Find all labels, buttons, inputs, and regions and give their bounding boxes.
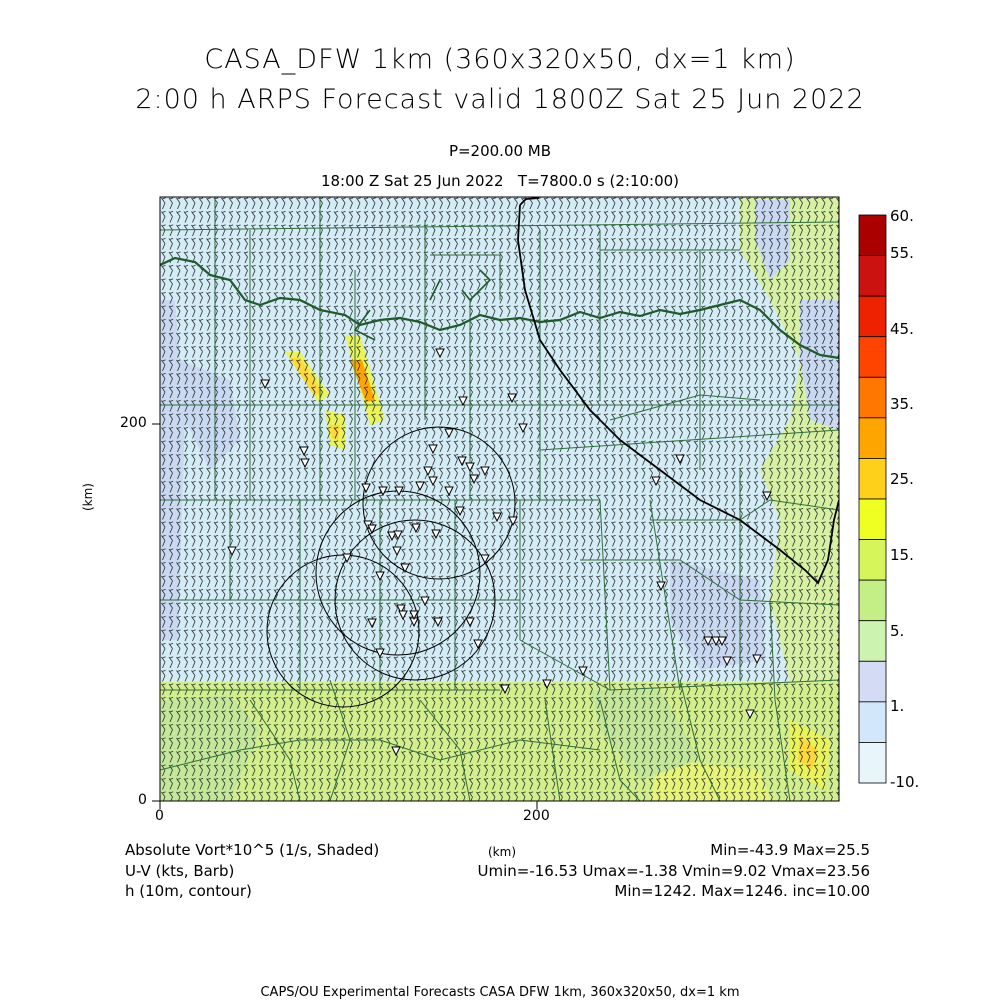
legend-wind-range: Umin=-16.53 Umax=-1.38 Vmin=9.02 Vmax=23.56 [477, 862, 870, 880]
colorbar-label: 15. [890, 546, 914, 564]
colorbar [859, 215, 886, 783]
x-tick-0: 0 [155, 808, 164, 824]
colorbar-swatch [859, 458, 886, 499]
colorbar-swatch [859, 418, 886, 459]
colorbar-swatch [859, 580, 886, 621]
legend-height-range: Min=1242. Max=1246. inc=10.00 [614, 882, 870, 900]
colorbar-swatch [859, 742, 886, 783]
colorbar-swatch [859, 661, 886, 702]
legend-vorticity: Absolute Vort*10^5 (1/s, Shaded) [125, 841, 380, 859]
colorbar-label: 5. [890, 622, 905, 640]
colorbar-swatch [859, 337, 886, 378]
time-line [0, 172, 1000, 190]
y-tick-200: 200 [120, 415, 147, 431]
colorbar-swatch [859, 256, 886, 297]
colorbar-swatch [859, 499, 886, 540]
colorbar-swatch [859, 540, 886, 581]
x-axis-label: (km) [488, 845, 517, 859]
colorbar-label: 55. [890, 244, 914, 262]
colorbar-label: 35. [890, 395, 914, 413]
legend-height: h (10m, contour) [125, 882, 252, 900]
title-line-1: CASA_DFW 1km (360x320x50, dx=1 km) [204, 44, 796, 75]
colorbar-swatch [859, 621, 886, 662]
model-time: T=7800.0 s (2:10:00) [517, 172, 680, 190]
pressure-level: P=200.00 MB [448, 142, 552, 160]
plot-area [160, 197, 839, 801]
legend-wind: U-V (kts, Barb) [125, 862, 235, 880]
x-tick-200: 200 [523, 808, 550, 824]
colorbar-swatch [859, 377, 886, 418]
valid-time: 18:00 Z Sat 25 Jun 2022 [320, 172, 504, 190]
footer-credit: CAPS/OU Experimental Forecasts CASA DFW 1km, 360x320x50, dx=1 km [260, 985, 740, 1000]
colorbar-swatch [859, 702, 886, 743]
colorbar-label: -10. [890, 773, 920, 791]
colorbar-label: 1. [890, 697, 905, 715]
colorbar-swatch [859, 296, 886, 337]
colorbar-label: 60. [890, 207, 914, 225]
legend-vorticity-range: Min=-43.9 Max=25.5 [710, 841, 870, 859]
title-line-2: 2:00 h ARPS Forecast valid 1800Z Sat 25 Jun 2022 [135, 84, 865, 115]
y-axis-label: (km) [81, 482, 96, 512]
colorbar-label: 45. [890, 320, 914, 338]
y-tick-0: 0 [138, 792, 147, 808]
colorbar-swatch [859, 215, 886, 256]
colorbar-label: 25. [890, 470, 914, 488]
